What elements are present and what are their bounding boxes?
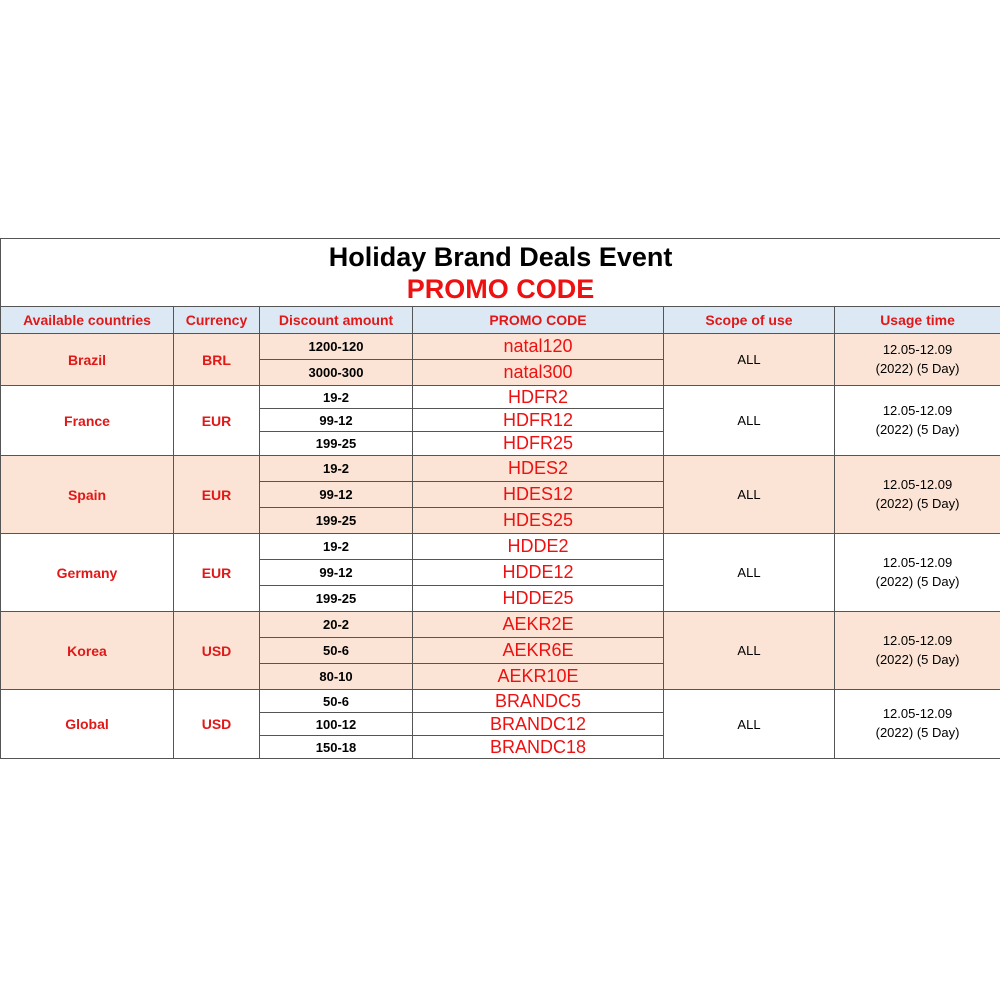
currency-cell: USD xyxy=(174,690,260,759)
discount-amount-cell: 50-6 xyxy=(260,638,413,664)
discount-amount-cell: 1200-120 xyxy=(260,334,413,360)
title-block xyxy=(1,239,1000,307)
promo-code-cell: HDDE12 xyxy=(413,560,664,586)
discount-amount-cell: 150-18 xyxy=(260,736,413,759)
header-usage-time: Usage time xyxy=(835,307,1000,334)
country-cell: France xyxy=(1,386,174,456)
discount-amount-cell: 99-12 xyxy=(260,482,413,508)
discount-amount-cell: 20-2 xyxy=(260,612,413,638)
header-available-countries: Available countries xyxy=(1,307,174,334)
promo-code-cell: BRANDC18 xyxy=(413,736,664,759)
usage-date-range: 12.05-12.09 xyxy=(882,341,953,357)
usage-time-cell xyxy=(835,334,1000,386)
table-row xyxy=(1,612,1000,638)
promo-code-cell: HDES2 xyxy=(413,456,664,482)
header-discount-amount: Discount amount xyxy=(260,307,413,334)
discount-amount-cell: 199-25 xyxy=(260,432,413,456)
promo-code-cell: AEKR2E xyxy=(413,612,664,638)
promo-code-cell: HDDE2 xyxy=(413,534,664,560)
country-cell: Global xyxy=(1,690,174,759)
promo-code-cell: BRANDC5 xyxy=(413,690,664,713)
usage-time-cell xyxy=(835,534,1000,612)
usage-duration: (2022) (5 Day) xyxy=(875,421,960,437)
promo-code-cell: HDFR25 xyxy=(413,432,664,456)
usage-date-range: 12.05-12.09 xyxy=(882,632,953,648)
scope-cell: ALL xyxy=(664,334,835,386)
country-cell: Germany xyxy=(1,534,174,612)
currency-cell: BRL xyxy=(174,334,260,386)
promo-code-cell: HDFR12 xyxy=(413,409,664,432)
scope-cell: ALL xyxy=(664,690,835,759)
header-row xyxy=(1,307,1000,334)
table-row xyxy=(1,534,1000,560)
discount-amount-cell: 19-2 xyxy=(260,534,413,560)
usage-time-cell xyxy=(835,690,1000,759)
promo-code-cell: BRANDC12 xyxy=(413,713,664,736)
country-cell: Spain xyxy=(1,456,174,534)
header-promo-code: PROMO CODE xyxy=(413,307,664,334)
header-currency: Currency xyxy=(174,307,260,334)
discount-amount-cell: 99-12 xyxy=(260,560,413,586)
usage-duration: (2022) (5 Day) xyxy=(875,360,960,376)
currency-cell: EUR xyxy=(174,456,260,534)
table-row xyxy=(1,690,1000,713)
promo-code-cell: HDES25 xyxy=(413,508,664,534)
page-title: Holiday Brand Deals Event xyxy=(328,242,673,273)
usage-duration: (2022) (5 Day) xyxy=(875,725,960,740)
scope-cell: ALL xyxy=(664,534,835,612)
discount-amount-cell: 50-6 xyxy=(260,690,413,713)
usage-date-range: 12.05-12.09 xyxy=(882,476,953,492)
scope-cell: ALL xyxy=(664,456,835,534)
usage-duration: (2022) (5 Day) xyxy=(875,495,960,511)
promo-code-cell: HDDE25 xyxy=(413,586,664,612)
header-scope-of-use: Scope of use xyxy=(664,307,835,334)
usage-time-cell xyxy=(835,612,1000,690)
currency-cell: EUR xyxy=(174,534,260,612)
discount-amount-cell: 80-10 xyxy=(260,664,413,690)
discount-amount-cell: 3000-300 xyxy=(260,360,413,386)
usage-duration: (2022) (5 Day) xyxy=(875,573,960,589)
promo-code-cell: AEKR6E xyxy=(413,638,664,664)
scope-cell: ALL xyxy=(664,386,835,456)
currency-cell: EUR xyxy=(174,386,260,456)
discount-amount-cell: 19-2 xyxy=(260,456,413,482)
discount-amount-cell: 100-12 xyxy=(260,713,413,736)
table-row xyxy=(1,456,1000,482)
discount-amount-cell: 199-25 xyxy=(260,508,413,534)
country-cell: Brazil xyxy=(1,334,174,386)
discount-amount-cell: 19-2 xyxy=(260,386,413,409)
usage-time-cell xyxy=(835,456,1000,534)
discount-amount-cell: 99-12 xyxy=(260,409,413,432)
table-row xyxy=(1,386,1000,409)
country-cell: Korea xyxy=(1,612,174,690)
currency-cell: USD xyxy=(174,612,260,690)
page-subtitle: PROMO CODE xyxy=(406,273,595,304)
usage-duration: (2022) (5 Day) xyxy=(875,651,960,667)
scope-cell: ALL xyxy=(664,612,835,690)
usage-date-range: 12.05-12.09 xyxy=(882,402,953,418)
promo-code-cell: natal300 xyxy=(413,360,664,386)
promo-code-cell: AEKR10E xyxy=(413,664,664,690)
promo-code-cell: HDES12 xyxy=(413,482,664,508)
promo-code-cell: HDFR2 xyxy=(413,386,664,409)
promo-code-table xyxy=(0,238,1000,759)
table-row xyxy=(1,334,1000,360)
usage-date-range: 12.05-12.09 xyxy=(882,554,953,570)
discount-amount-cell: 199-25 xyxy=(260,586,413,612)
promo-code-cell: natal120 xyxy=(413,334,664,360)
usage-date-range: 12.05-12.09 xyxy=(882,706,953,722)
usage-time-cell xyxy=(835,386,1000,456)
